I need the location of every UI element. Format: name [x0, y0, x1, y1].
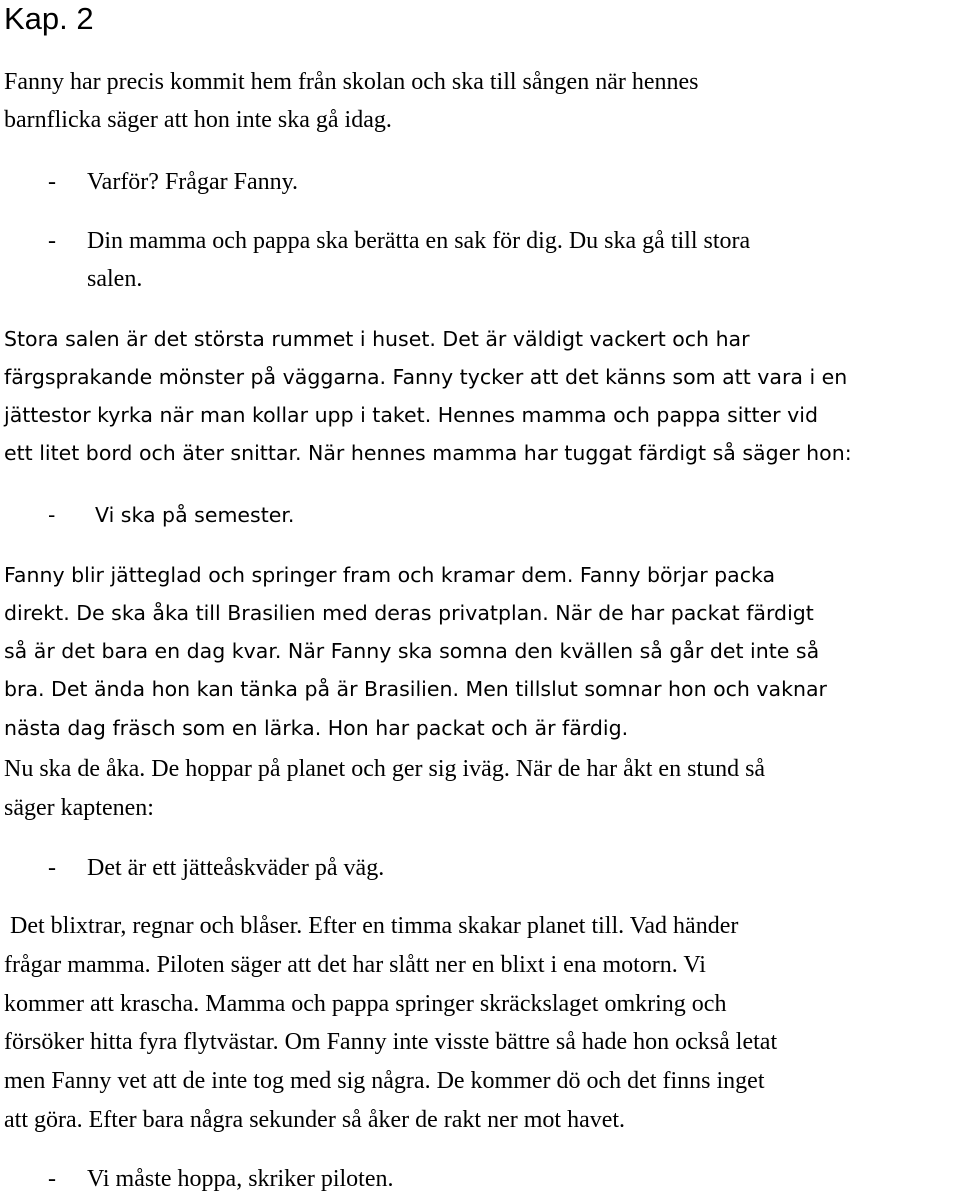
- paragraph-2-line-4: ett litet bord och äter snittar. När hennes mamma har tuggat färdigt så säger hon:: [4, 441, 852, 465]
- dialogue-dash: -: [48, 855, 56, 881]
- dialogue-dash: -: [48, 169, 56, 195]
- dialogue-dash: -: [48, 1166, 56, 1192]
- paragraph-2-line-1: Stora salen är det största rummet i huset. Det är väldigt vackert och har: [4, 327, 750, 351]
- paragraph-1-line-2: barnflicka säger att hon inte ska gå idag.: [4, 107, 392, 133]
- paragraph-3-line-1: Fanny blir jätteglad och springer fram och kramar dem. Fanny börjar packa: [4, 563, 776, 587]
- dialogue-1-text: Varför? Frågar Fanny.: [87, 169, 299, 195]
- paragraph-1-line-1: Fanny har precis kommit hem från skolan och ska till sången när hennes: [4, 69, 699, 95]
- paragraph-2-line-3: jättestor kyrka när man kollar upp i taket. Hennes mamma och pappa sitter vid: [4, 403, 818, 427]
- paragraph-3-line-2: direkt. De ska åka till Brasilien med deras privatplan. När de har packat färdigt: [4, 601, 814, 625]
- dialogue-3-text: Vi ska på semester.: [95, 503, 295, 527]
- paragraph-3-line-5: nästa dag fräsch som en lärka. Hon har packat och är färdig.: [4, 716, 629, 740]
- dialogue-4-text: Det är ett jätteåskväder på väg.: [87, 855, 385, 881]
- paragraph-3-line-3: så är det bara en dag kvar. När Fanny ska somna den kvällen så går det inte så: [4, 639, 820, 663]
- dialogue-2-continuation: salen.: [87, 266, 143, 292]
- paragraph-3-line-4: bra. Det ända hon kan tänka på är Brasilien. Men tillslut somnar hon och vaknar: [4, 677, 827, 701]
- paragraph-2-line-2: färgsprakande mönster på väggarna. Fanny tycker att det känns som att vara i en: [4, 365, 848, 389]
- paragraph-5-line-3: kommer att krascha. Mamma och pappa springer skräckslaget omkring och: [4, 991, 727, 1017]
- dialogue-dash: -: [48, 503, 56, 527]
- paragraph-5-line-6: att göra. Efter bara några sekunder så åker de rakt ner mot havet.: [4, 1107, 626, 1133]
- paragraph-5-line-5: men Fanny vet att de inte tog med sig några. De kommer dö och det finns inget: [4, 1068, 765, 1094]
- paragraph-5-line-1: Det blixtrar, regnar och blåser. Efter en timma skakar planet till. Vad händer: [4, 913, 739, 939]
- paragraph-5-line-2: frågar mamma. Piloten säger att det har slått ner en blixt i ena motorn. Vi: [4, 952, 706, 978]
- dialogue-5-text: Vi måste hoppa, skriker piloten.: [87, 1166, 394, 1192]
- dialogue-dash: -: [48, 228, 56, 254]
- dialogue-2-text: Din mamma och pappa ska berätta en sak för dig. Du ska gå till stora: [87, 228, 751, 254]
- paragraph-5-line-4: försöker hitta fyra flytvästar. Om Fanny inte visste bättre så hade hon också letat: [4, 1029, 778, 1055]
- paragraph-4-line-2: säger kaptenen:: [4, 795, 154, 821]
- chapter-title: Kap. 2: [4, 1, 94, 36]
- paragraph-4-line-1: Nu ska de åka. De hoppar på planet och ger sig iväg. När de har åkt en stund så: [4, 756, 766, 782]
